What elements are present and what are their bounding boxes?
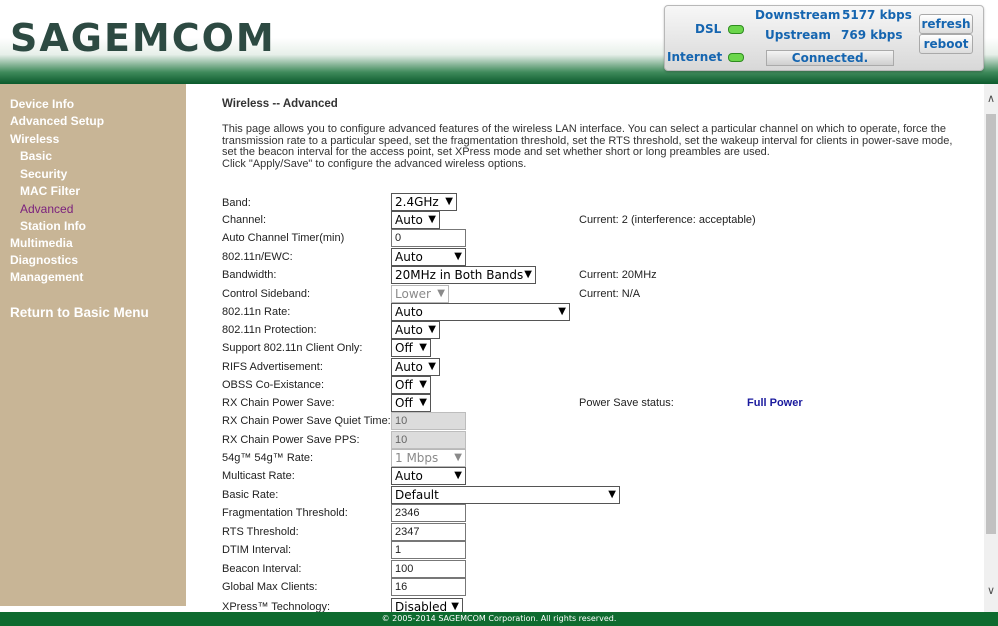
main-content bbox=[186, 84, 984, 612]
obss-label: OBSS Co-Existance: bbox=[222, 379, 325, 391]
n-protection-label: 802.11n Protection: bbox=[222, 324, 317, 336]
chevron-down-icon: ▼ bbox=[451, 601, 459, 612]
bandwidth-current: Current: 20MHz bbox=[579, 269, 657, 281]
rx-chain-quiet-input: 10 bbox=[391, 412, 466, 430]
chevron-down-icon: ▼ bbox=[524, 269, 532, 280]
return-to-basic-menu-link[interactable]: Return to Basic Menu bbox=[10, 305, 149, 320]
control-sideband-current: Current: N/A bbox=[579, 288, 641, 300]
connection-status-panel bbox=[664, 5, 984, 71]
n-protection-select[interactable] bbox=[391, 321, 440, 339]
chevron-down-icon: ▼ bbox=[454, 470, 462, 481]
connection-status-text: Connected. bbox=[791, 51, 869, 65]
rifs-select[interactable] bbox=[391, 358, 440, 376]
n-client-only-select[interactable] bbox=[391, 339, 431, 357]
auto-channel-timer-input[interactable]: 0 bbox=[391, 229, 466, 247]
vertical-scrollbar[interactable] bbox=[984, 84, 998, 612]
xpress-label: XPress™ Technology: bbox=[222, 601, 331, 612]
basic-rate-select[interactable] bbox=[391, 486, 620, 504]
upstream-label: Upstream bbox=[765, 28, 831, 42]
sidebar-item-advanced[interactable]: Advanced bbox=[20, 202, 74, 216]
refresh-button[interactable]: refresh bbox=[919, 14, 973, 34]
page-description bbox=[222, 124, 962, 170]
sagemcom-logo: SAGEMCOM bbox=[10, 16, 276, 60]
n-rate-select[interactable] bbox=[391, 303, 570, 321]
rifs-label: RIFS Advertisement: bbox=[222, 361, 323, 373]
rx-chain-ps-select[interactable] bbox=[391, 394, 431, 412]
description-text: This page allows you to configure advanced features of the wireless LAN interface. You can select a particular channel on which to operate, force the transmission rate to a particular speed, set the fragmentation threshold, set the RTS threshold, set the wakeup interval for clients in power-save mode, set the beacon interval for the access point, set XPress mode and set whether short or long preambles are used. bbox=[222, 123, 953, 158]
control-sideband-select bbox=[391, 285, 449, 303]
sidebar-item-mac-filter[interactable]: MAC Filter bbox=[20, 184, 80, 198]
g54-rate-label: 54g™ 54g™ Rate: bbox=[222, 452, 314, 464]
bandwidth-select-value: 20MHz in Both Bands bbox=[395, 268, 524, 282]
bandwidth-select[interactable] bbox=[391, 266, 536, 284]
chevron-down-icon: ▼ bbox=[454, 251, 462, 262]
footer-copyright: © 2005-2014 SAGEMCOM Corporation. All rights reserved. bbox=[0, 612, 998, 626]
scrollbar-thumb[interactable] bbox=[986, 114, 996, 534]
rx-chain-quiet-label: RX Chain Power Save Quiet Time: bbox=[222, 415, 391, 427]
n-ewc-label: 802.11n/EWC: bbox=[222, 251, 293, 263]
basic-rate-label: Basic Rate: bbox=[222, 489, 279, 501]
frag-threshold-label: Fragmentation Threshold: bbox=[222, 507, 348, 519]
scroll-up-icon[interactable]: ∧ bbox=[986, 93, 996, 105]
basic-rate-select-value: Default bbox=[395, 488, 439, 502]
control-sideband-select-value: Lower bbox=[395, 287, 431, 301]
g54-rate-select-value: 1 Mbps bbox=[395, 451, 439, 465]
beacon-input[interactable]: 100 bbox=[391, 560, 466, 578]
description-apply-hint: Click "Apply/Save" to configure the advanced wireless options. bbox=[222, 157, 527, 170]
power-save-status-label: Power Save status: bbox=[579, 397, 674, 409]
chevron-down-icon: ▼ bbox=[558, 306, 566, 317]
rx-chain-pps-input: 10 bbox=[391, 431, 466, 449]
band-select-value: 2.4GHz bbox=[395, 195, 439, 209]
n-protection-select-value: Auto bbox=[395, 323, 423, 337]
dsl-led-icon bbox=[728, 25, 744, 34]
xpress-select[interactable] bbox=[391, 598, 463, 612]
channel-select-value: Auto bbox=[395, 213, 423, 227]
downstream-label: Downstream bbox=[755, 8, 841, 22]
chevron-down-icon: ▼ bbox=[454, 452, 462, 463]
channel-current: Current: 2 (interference: acceptable) bbox=[579, 214, 756, 226]
bandwidth-label: Bandwidth: bbox=[222, 269, 277, 281]
chevron-down-icon: ▼ bbox=[428, 214, 436, 225]
reboot-button[interactable]: reboot bbox=[919, 34, 973, 54]
n-ewc-select[interactable] bbox=[391, 248, 466, 266]
upstream-value: 769 kbps bbox=[841, 28, 903, 42]
channel-label: Channel: bbox=[222, 214, 267, 226]
auto-channel-timer-label: Auto Channel Timer(min) bbox=[222, 232, 345, 244]
obss-select-value: Off bbox=[395, 378, 413, 392]
dtim-label: DTIM Interval: bbox=[222, 544, 292, 556]
internet-led-icon bbox=[728, 53, 744, 62]
chevron-down-icon: ▼ bbox=[608, 489, 616, 500]
multicast-rate-select[interactable] bbox=[391, 467, 466, 485]
sidebar-item-station-info[interactable]: Station Info bbox=[20, 219, 86, 233]
n-rate-select-value: Auto bbox=[395, 305, 423, 319]
sidebar-item-basic[interactable]: Basic bbox=[20, 149, 53, 163]
multicast-rate-select-value: Auto bbox=[395, 469, 423, 483]
downstream-value: 5177 kbps bbox=[842, 8, 912, 22]
internet-label: Internet bbox=[667, 50, 723, 64]
band-select[interactable] bbox=[391, 193, 457, 211]
rx-chain-pps-label: RX Chain Power Save PPS: bbox=[222, 434, 360, 446]
channel-select[interactable] bbox=[391, 211, 440, 229]
n-rate-label: 802.11n Rate: bbox=[222, 306, 291, 318]
sidebar-item-management[interactable]: Management bbox=[10, 270, 84, 284]
sidebar-item-security[interactable]: Security bbox=[20, 167, 68, 181]
obss-select[interactable] bbox=[391, 376, 431, 394]
sidebar-item-wireless[interactable]: Wireless bbox=[10, 132, 60, 146]
multicast-rate-label: Multicast Rate: bbox=[222, 470, 295, 482]
rifs-select-value: Auto bbox=[395, 360, 423, 374]
sidebar-nav bbox=[0, 84, 186, 606]
rx-chain-ps-label: RX Chain Power Save: bbox=[222, 397, 335, 409]
sidebar-item-diagnostics[interactable]: Diagnostics bbox=[10, 253, 79, 267]
n-client-only-label: Support 802.11n Client Only: bbox=[222, 342, 363, 354]
power-save-status-value: Full Power bbox=[747, 397, 803, 409]
chevron-down-icon: ▼ bbox=[419, 379, 427, 390]
rts-threshold-input[interactable]: 2347 bbox=[391, 523, 466, 541]
sidebar-item-multimedia[interactable]: Multimedia bbox=[10, 236, 73, 250]
dsl-label: DSL bbox=[695, 22, 722, 36]
g54-rate-select bbox=[391, 449, 466, 467]
n-ewc-select-value: Auto bbox=[395, 250, 423, 264]
sidebar-item-advanced-setup[interactable]: Advanced Setup bbox=[10, 114, 105, 128]
chevron-down-icon: ▼ bbox=[419, 397, 427, 408]
rx-chain-ps-select-value: Off bbox=[395, 396, 413, 410]
chevron-down-icon: ▼ bbox=[437, 288, 445, 299]
page-title: Wireless -- Advanced bbox=[222, 98, 338, 110]
control-sideband-label: Control Sideband: bbox=[222, 288, 311, 300]
band-label: Band: bbox=[222, 197, 251, 209]
frag-threshold-input[interactable]: 2346 bbox=[391, 504, 466, 522]
beacon-label: Beacon Interval: bbox=[222, 563, 302, 575]
chevron-down-icon: ▼ bbox=[419, 342, 427, 353]
rts-threshold-label: RTS Threshold: bbox=[222, 526, 299, 538]
sidebar-item-device-info[interactable]: Device Info bbox=[10, 97, 75, 111]
chevron-down-icon: ▼ bbox=[428, 324, 436, 335]
chevron-down-icon: ▼ bbox=[428, 361, 436, 372]
max-clients-input[interactable]: 16 bbox=[391, 578, 466, 596]
xpress-select-value: Disabled bbox=[395, 600, 448, 612]
n-client-only-select-value: Off bbox=[395, 341, 413, 355]
max-clients-label: Global Max Clients: bbox=[222, 581, 318, 593]
header bbox=[0, 0, 998, 84]
scroll-down-icon[interactable]: ∨ bbox=[986, 585, 996, 597]
chevron-down-icon: ▼ bbox=[445, 196, 453, 207]
connection-status-bar bbox=[766, 50, 894, 66]
dtim-input[interactable]: 1 bbox=[391, 541, 466, 559]
